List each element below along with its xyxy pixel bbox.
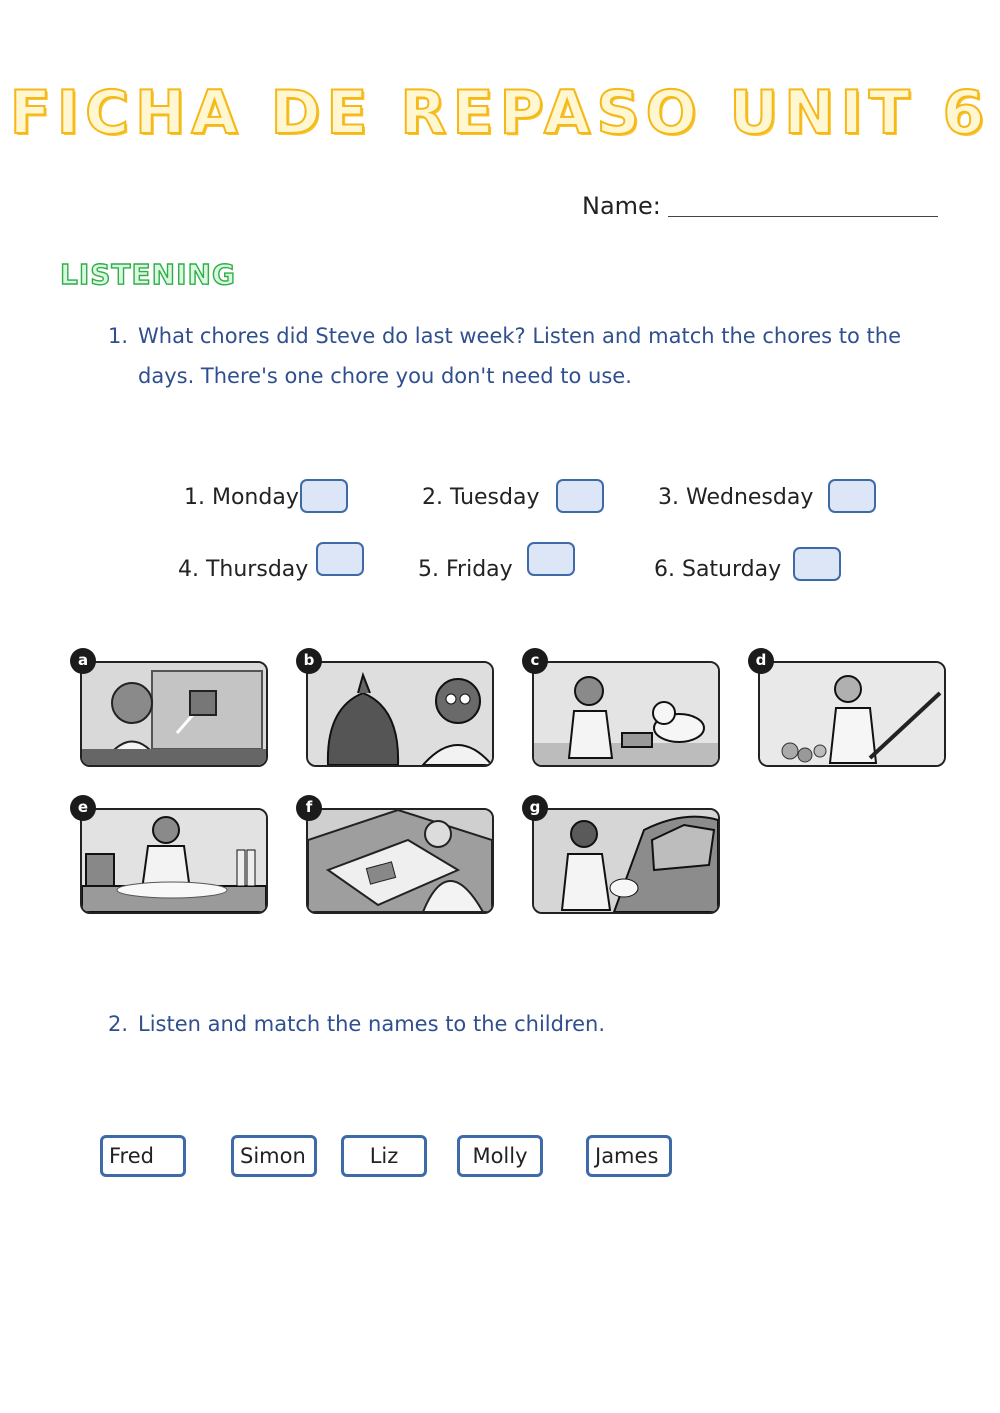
- worksheet-title: FICHA DE REPASO UNIT 6: [9, 78, 991, 148]
- day-tuesday: [422, 484, 540, 510]
- picture-b-taking-out-rubbish: [306, 661, 494, 767]
- day-wednesday: [658, 484, 813, 510]
- day-friday: [418, 556, 513, 582]
- day-label: 4. Thursday: [178, 556, 309, 582]
- answer-box-saturday[interactable]: [793, 547, 841, 581]
- day-saturday: [654, 556, 781, 582]
- day-label: 5. Friday: [418, 556, 513, 582]
- picture-label-e: e: [70, 795, 96, 821]
- name-card-liz[interactable]: Liz: [341, 1135, 427, 1177]
- day-label: 3. Wednesday: [658, 484, 814, 510]
- name-label: Name:: [582, 192, 661, 220]
- name-card-simon[interactable]: Simon: [231, 1135, 317, 1177]
- picture-c-feeding-dog: [532, 661, 720, 767]
- picture-f-tidying-drawer: [306, 808, 494, 914]
- picture-label-d: d: [748, 648, 774, 674]
- section-title-listening: LISTENING: [60, 258, 236, 291]
- name-card-fred[interactable]: Fred: [100, 1135, 186, 1177]
- day-monday: [184, 484, 299, 510]
- picture-a-cleaning-window: [80, 661, 268, 767]
- day-label: 1. Monday: [184, 484, 299, 510]
- picture-d-sweeping-leaves: [758, 661, 946, 767]
- day-thursday: [178, 556, 308, 582]
- day-label: 6. Saturday: [654, 556, 782, 582]
- picture-label-g: g: [522, 795, 548, 821]
- answer-box-monday[interactable]: [300, 479, 348, 513]
- exercise-1-text: What chores did Steve do last week? Listen and match the chores to the days. There's one chore you don't need to use.: [138, 324, 902, 388]
- exercise-2-text: Listen and match the names to the children.: [138, 1012, 606, 1036]
- exercise-2-instruction: [108, 1004, 928, 1044]
- picture-label-a: a: [70, 648, 96, 674]
- answer-box-tuesday[interactable]: [556, 479, 604, 513]
- name-input-line[interactable]: [668, 216, 938, 217]
- picture-label-c: c: [522, 648, 548, 674]
- picture-label-b: b: [296, 648, 322, 674]
- exercise-1-number: 1.: [108, 324, 129, 348]
- name-card-molly[interactable]: Molly: [457, 1135, 543, 1177]
- picture-g-washing-car: [532, 808, 720, 914]
- exercise-1-instruction: [108, 316, 928, 396]
- day-label: 2. Tuesday: [422, 484, 540, 510]
- answer-box-friday[interactable]: [527, 542, 575, 576]
- answer-box-thursday[interactable]: [316, 542, 364, 576]
- picture-label-f: f: [296, 795, 322, 821]
- name-card-james[interactable]: James: [586, 1135, 672, 1177]
- exercise-2-number: 2.: [108, 1012, 129, 1036]
- answer-box-wednesday[interactable]: [828, 479, 876, 513]
- picture-e-washing-dishes: [80, 808, 268, 914]
